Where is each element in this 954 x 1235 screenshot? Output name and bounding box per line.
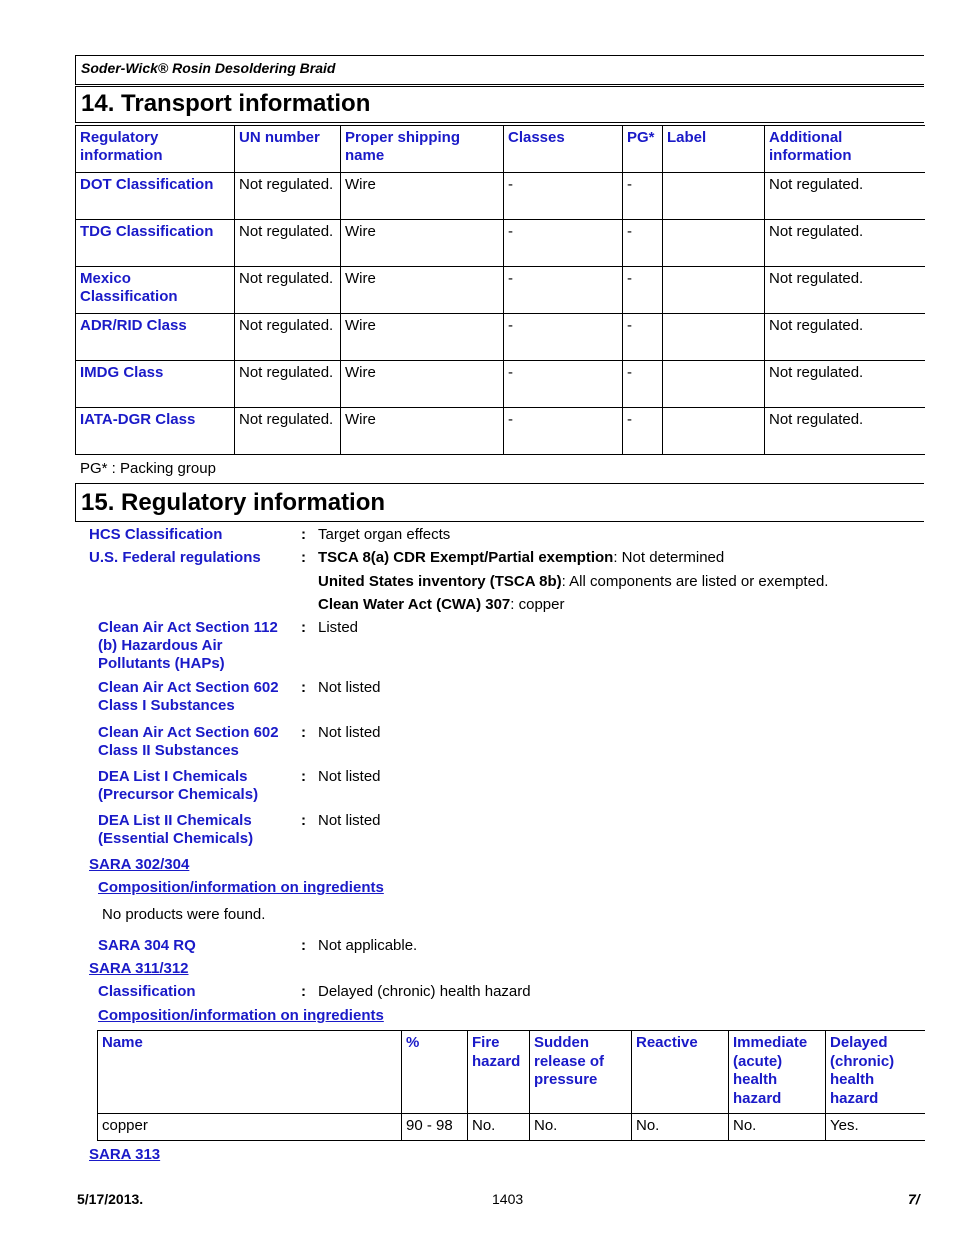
- transport-cell: Wire: [341, 173, 504, 220]
- footer-page: 7/: [908, 1191, 920, 1207]
- tsca-8a-value: : Not determined: [613, 549, 725, 566]
- hcs-classification-label: HCS Classification: [89, 526, 223, 543]
- transport-row: [76, 314, 925, 361]
- transport-row-label: IMDG Class: [76, 361, 235, 408]
- transport-cell: [663, 314, 765, 361]
- transport-cell: Wire: [341, 408, 504, 455]
- colon: :: [301, 983, 306, 1000]
- composition-cell: copper: [98, 1114, 402, 1141]
- packing-group-footnote: PG* : Packing group: [80, 460, 216, 477]
- caa-602-class-i-label: Clean Air Act Section 602 Class I Substances: [98, 679, 279, 714]
- sara-304-rq-label: SARA 304 RQ: [98, 937, 196, 954]
- transport-cell: Not regulated.: [765, 314, 925, 361]
- transport-cell: Wire: [341, 361, 504, 408]
- transport-cell: -: [623, 314, 663, 361]
- transport-cell: Not regulated.: [765, 220, 925, 267]
- transport-column-header: Additional information: [765, 126, 925, 173]
- section-15-header: [75, 483, 924, 522]
- transport-cell: -: [504, 173, 623, 220]
- colon: :: [301, 549, 306, 566]
- classification-label: Classification: [98, 983, 196, 1000]
- transport-row-label: Mexico Classification: [76, 267, 235, 314]
- colon: :: [301, 679, 306, 696]
- transport-column-header: Classes: [504, 126, 623, 173]
- colon: :: [301, 812, 306, 829]
- transport-column-header: Regulatory information: [76, 126, 235, 173]
- tsca-8a-line: [318, 549, 724, 566]
- composition-cell: No.: [729, 1114, 826, 1141]
- transport-cell: -: [504, 220, 623, 267]
- footer-date: 5/17/2013.: [77, 1191, 144, 1207]
- composition-column-header: Delayed (chronic) health hazard: [826, 1031, 925, 1114]
- transport-cell: Not regulated.: [765, 267, 925, 314]
- caa-112-value: Listed: [318, 619, 359, 636]
- caa-602-class-ii-value: Not listed: [318, 724, 381, 741]
- dea-list-i-value: Not listed: [318, 768, 381, 785]
- section-14-header: [75, 86, 924, 123]
- transport-cell: -: [623, 173, 663, 220]
- section-15-title: 15. Regulatory information: [81, 489, 386, 516]
- transport-cell: Wire: [341, 314, 504, 361]
- transport-cell: -: [504, 361, 623, 408]
- transport-cell: -: [623, 267, 663, 314]
- composition-cell: 90 - 98: [402, 1114, 468, 1141]
- cwa-value: : copper: [510, 596, 565, 613]
- transport-column-header: Proper shipping name: [341, 126, 504, 173]
- transport-row-label: DOT Classification: [76, 173, 235, 220]
- dea-list-ii-value: Not listed: [318, 812, 381, 829]
- no-products-text: No products were found.: [102, 906, 266, 923]
- caa-112-label: Clean Air Act Section 112 (b) Hazardous Air Pollutants (HAPs): [98, 619, 278, 672]
- colon: :: [301, 768, 306, 785]
- transport-row-label: IATA-DGR Class: [76, 408, 235, 455]
- section-14-title: 14. Transport information: [81, 90, 371, 117]
- transport-row-label: TDG Classification: [76, 220, 235, 267]
- transport-table: [75, 125, 925, 455]
- colon: :: [301, 619, 306, 636]
- transport-column-header: Label: [663, 126, 765, 173]
- dea-list-ii-label: DEA List II Chemicals (Essential Chemicals): [98, 812, 254, 847]
- composition-column-header: %: [402, 1031, 468, 1114]
- sara-313-link[interactable]: SARA 313: [89, 1146, 161, 1163]
- dea-list-i-label: DEA List I Chemicals (Precursor Chemicals): [98, 768, 259, 803]
- transport-row: [76, 361, 925, 408]
- transport-cell: [663, 220, 765, 267]
- transport-cell: Not regulated.: [765, 173, 925, 220]
- hcs-classification-value: Target organ effects: [318, 526, 451, 543]
- tsca-8a-label: TSCA 8(a) CDR Exempt/Partial exemption: [318, 549, 614, 566]
- transport-cell: Not regulated.: [235, 267, 341, 314]
- composition-cell: No.: [468, 1114, 530, 1141]
- transport-column-header: PG*: [623, 126, 663, 173]
- composition-column-header: Reactive: [632, 1031, 729, 1114]
- footer-number: 1403: [492, 1191, 524, 1207]
- composition-column-header: Sudden release of pressure: [530, 1031, 632, 1114]
- composition-column-header: Fire hazard: [468, 1031, 530, 1114]
- transport-row: [76, 173, 925, 220]
- caa-602-class-ii-label: Clean Air Act Section 602 Class II Substances: [98, 724, 279, 759]
- document-header: [75, 55, 924, 85]
- transport-row: [76, 267, 925, 314]
- transport-cell: Not regulated.: [235, 361, 341, 408]
- transport-column-header: UN number: [235, 126, 341, 173]
- transport-cell: [663, 361, 765, 408]
- cwa-line: [318, 596, 564, 613]
- transport-cell: -: [504, 267, 623, 314]
- product-name: Soder-Wick® Rosin Desoldering Braid: [81, 60, 336, 76]
- transport-cell: -: [623, 408, 663, 455]
- composition-cell: No.: [530, 1114, 632, 1141]
- sara-304-rq-value: Not applicable.: [318, 937, 418, 954]
- tsca-8b-value: : All components are listed or exempted.: [561, 573, 829, 590]
- caa-602-class-i-value: Not listed: [318, 679, 381, 696]
- transport-cell: -: [623, 220, 663, 267]
- tsca-8b-line: [318, 573, 828, 590]
- colon: :: [301, 724, 306, 741]
- colon: :: [301, 937, 306, 954]
- transport-cell: -: [504, 408, 623, 455]
- transport-cell: Not regulated.: [235, 220, 341, 267]
- transport-cell: [663, 173, 765, 220]
- transport-cell: Not regulated.: [235, 173, 341, 220]
- transport-cell: -: [504, 314, 623, 361]
- tsca-8b-label: United States inventory (TSCA 8b): [318, 573, 562, 590]
- transport-cell: Not regulated.: [765, 361, 925, 408]
- composition-row: [98, 1114, 925, 1141]
- transport-cell: -: [623, 361, 663, 408]
- composition-link[interactable]: Composition/information on ingredients: [98, 1007, 384, 1024]
- federal-regulations-label: U.S. Federal regulations: [89, 549, 261, 566]
- classification-value: Delayed (chronic) health hazard: [318, 983, 531, 1000]
- transport-cell: Wire: [341, 220, 504, 267]
- transport-cell: [663, 267, 765, 314]
- composition-column-header: Name: [98, 1031, 402, 1114]
- sara-302-304-link[interactable]: SARA 302/304: [89, 856, 190, 873]
- transport-cell: [663, 408, 765, 455]
- transport-row-label: ADR/RID Class: [76, 314, 235, 361]
- composition-cell: No.: [632, 1114, 729, 1141]
- composition-column-header: Immediate (acute) health hazard: [729, 1031, 826, 1114]
- transport-cell: Not regulated.: [235, 314, 341, 361]
- sara-composition-table: [97, 1030, 925, 1141]
- transport-cell: Not regulated.: [765, 408, 925, 455]
- transport-cell: Wire: [341, 267, 504, 314]
- composition-link[interactable]: Composition/information on ingredients: [98, 879, 384, 896]
- composition-cell: Yes.: [826, 1114, 925, 1141]
- transport-row: [76, 408, 925, 455]
- transport-row: [76, 220, 925, 267]
- cwa-label: Clean Water Act (CWA) 307: [318, 596, 511, 613]
- colon: :: [301, 526, 306, 543]
- sara-311-312-link[interactable]: SARA 311/312: [89, 960, 189, 977]
- transport-cell: Not regulated.: [235, 408, 341, 455]
